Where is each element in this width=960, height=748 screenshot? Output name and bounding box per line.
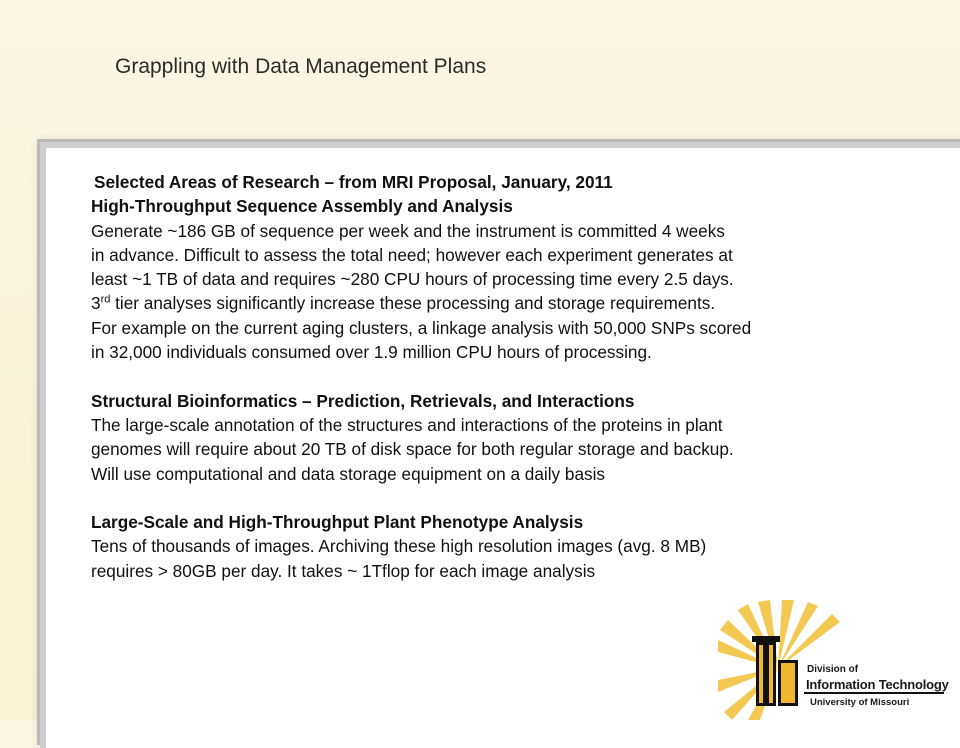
logo-divider <box>804 692 944 694</box>
slide-title: Grappling with Data Management Plans <box>115 55 487 78</box>
research-heading: Selected Areas of Research – from MRI Proposal, January, 2011 <box>94 172 613 192</box>
section2-line: Will use computational and data storage equipment on a daily basis <box>91 463 606 484</box>
section1-line: least ~1 TB of data and requires ~280 CPU hours of processing time every 2.5 days. <box>91 269 734 290</box>
section1-line: in advance. Difficult to assess the total need; however each experiment generates at <box>91 244 733 265</box>
section1-line4-rest: tier analyses significantly increase these processing and storage requirements. <box>110 293 716 314</box>
logo-line2: Information Technology <box>806 677 949 692</box>
logo-line3: University of Missouri <box>810 697 910 708</box>
section-title-phenotype: Large-Scale and High-Throughput Plant Phenotype Analysis <box>91 512 584 533</box>
section2-line: genomes will require about 20 TB of disk space for both regular storage and backup. <box>91 439 734 460</box>
section1-line: in 32,000 individuals consumed over 1.9 million CPU hours of processing. <box>91 342 652 363</box>
section-title-sequence: High-Throughput Sequence Assembly and Analysis <box>91 196 513 217</box>
section-title-structural: Structural Bioinformatics – Prediction, Retrievals, and Interactions <box>91 390 635 411</box>
section2-line: The large-scale annotation of the structures and interactions of the proteins in plant <box>91 414 723 435</box>
section3-line: Tens of thousands of images. Archiving these high resolution images (avg. 8 MB) <box>91 536 707 557</box>
content-text <box>91 170 931 583</box>
section1-line <box>91 291 931 315</box>
section3-line: requires > 80GB per day. It takes ~ 1Tflop for each image analysis <box>91 560 596 581</box>
section1-line: Generate ~186 GB of sequence per week and the instrument is committed 4 weeks <box>91 220 725 241</box>
logo-line1: Division of <box>807 664 859 675</box>
section1-line4-sup: rd <box>100 293 111 306</box>
section1-line4-prefix: 3 <box>91 293 101 314</box>
section1-line: For example on the current aging clusters, a linkage analysis with 50,000 SNPs scored <box>91 317 752 338</box>
